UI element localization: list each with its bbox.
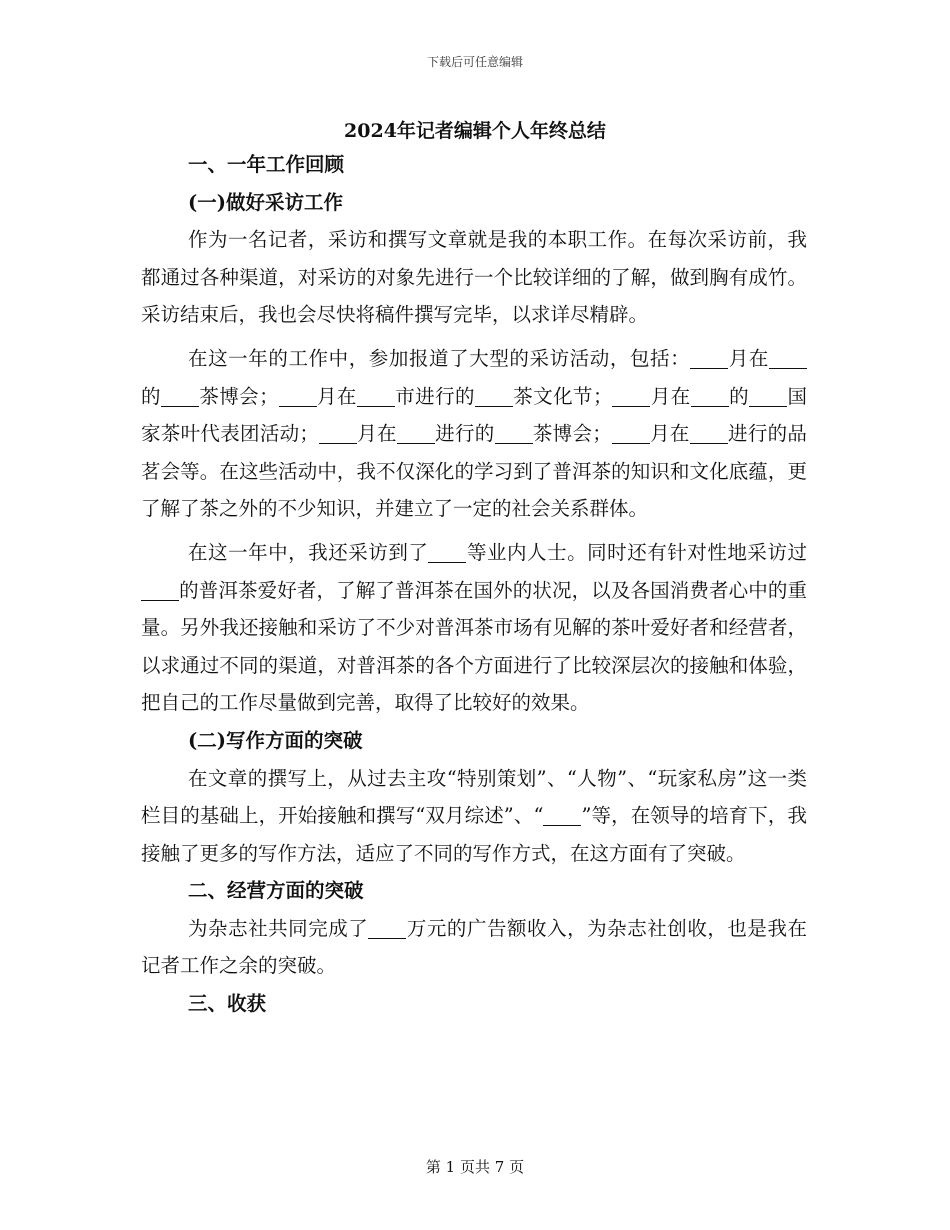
document-title: 2024年记者编辑个人年终总结 [344,120,606,142]
paragraph-5: 为杂志社共同完成了 万元的广告额收入，为杂志社创收，也是我在记者工作之余的突破。 [141,916,807,978]
header-note: 下载后可任意编辑 [426,55,523,69]
paragraph-1: 作为一名记者，采访和撰写文章就是我的本职工作。在每次采访前，我都通过各种渠道，对采访的对象先进行一个比较详细的了解，做到胸有成竹。采访结束后，我也会尽快将稿件撰写完毕，以求详尽精辟。 [141,228,807,327]
fill-blank [397,424,435,445]
fill-blank [428,542,466,563]
section-heading-3: 三、收获 [188,992,267,1016]
fill-blank [690,348,728,369]
fill-blank [475,386,513,407]
paragraph-2: 在这一年的工作中，参加报道了大型的采访活动，包括： 月在的 茶博会； 月在 市进行的 茶文化节； 月在 的 国家茶叶代表团活动； 月在 进行的 茶博会； 月在 进行的品茗会等。在这些活动中，我不仅深化的学习到了普洱茶的知识和文化底蕴，更了解了茶之外的不少知识，并建立了一定的社会关系群体。 [141,346,807,521]
fill-blank [495,424,533,445]
fill-blank [319,424,357,445]
fill-blank [612,424,650,445]
section-heading-1: 一、一年工作回顾 [188,153,345,176]
fill-blank [749,386,787,407]
fill-blank [612,386,650,407]
fill-blank [141,580,179,601]
section-heading-2: 二、经营方面的突破 [188,879,364,903]
fill-blank [543,806,581,827]
document-body [141,146,807,1023]
fill-blank [690,424,728,445]
paragraph-4: 在文章的撰写上，从过去主攻“特别策划”、“人物”、“玩家私房”这一类栏目的基础上，开始接触和撰写“双月综述”、“ ”等，在领导的培育下，我接触了更多的写作方法，适应了不同的写作方式，在这方面有了突破。 [141,766,807,865]
fill-blank [769,348,807,369]
fill-blank [691,386,729,407]
paragraph-3: 在这一年中，我还采访到了 等业内人士。同时还有针对性地采访过的普洱茶爱好者，了解了普洱茶在国外的状况，以及各国消费者心中的重量。另外我还接触和采访了不少对普洱茶市场有见解的茶叶爱好者和经营者，以求通过不同的渠道，对普洱茶的各个方面进行了比较深层次的接触和体验，把自己的工作尽量做到完善，取得了比较好的效果。 [141,540,807,715]
fill-blank [161,386,199,407]
subsection-heading-2: (二)写作方面的突破 [188,728,363,752]
fill-blank [368,918,406,939]
fill-blank [279,386,317,407]
fill-blank [357,386,395,407]
page-footer: 第 1 页共 7 页 [425,1158,525,1176]
subsection-heading-1: (一)做好采访工作 [188,190,343,214]
